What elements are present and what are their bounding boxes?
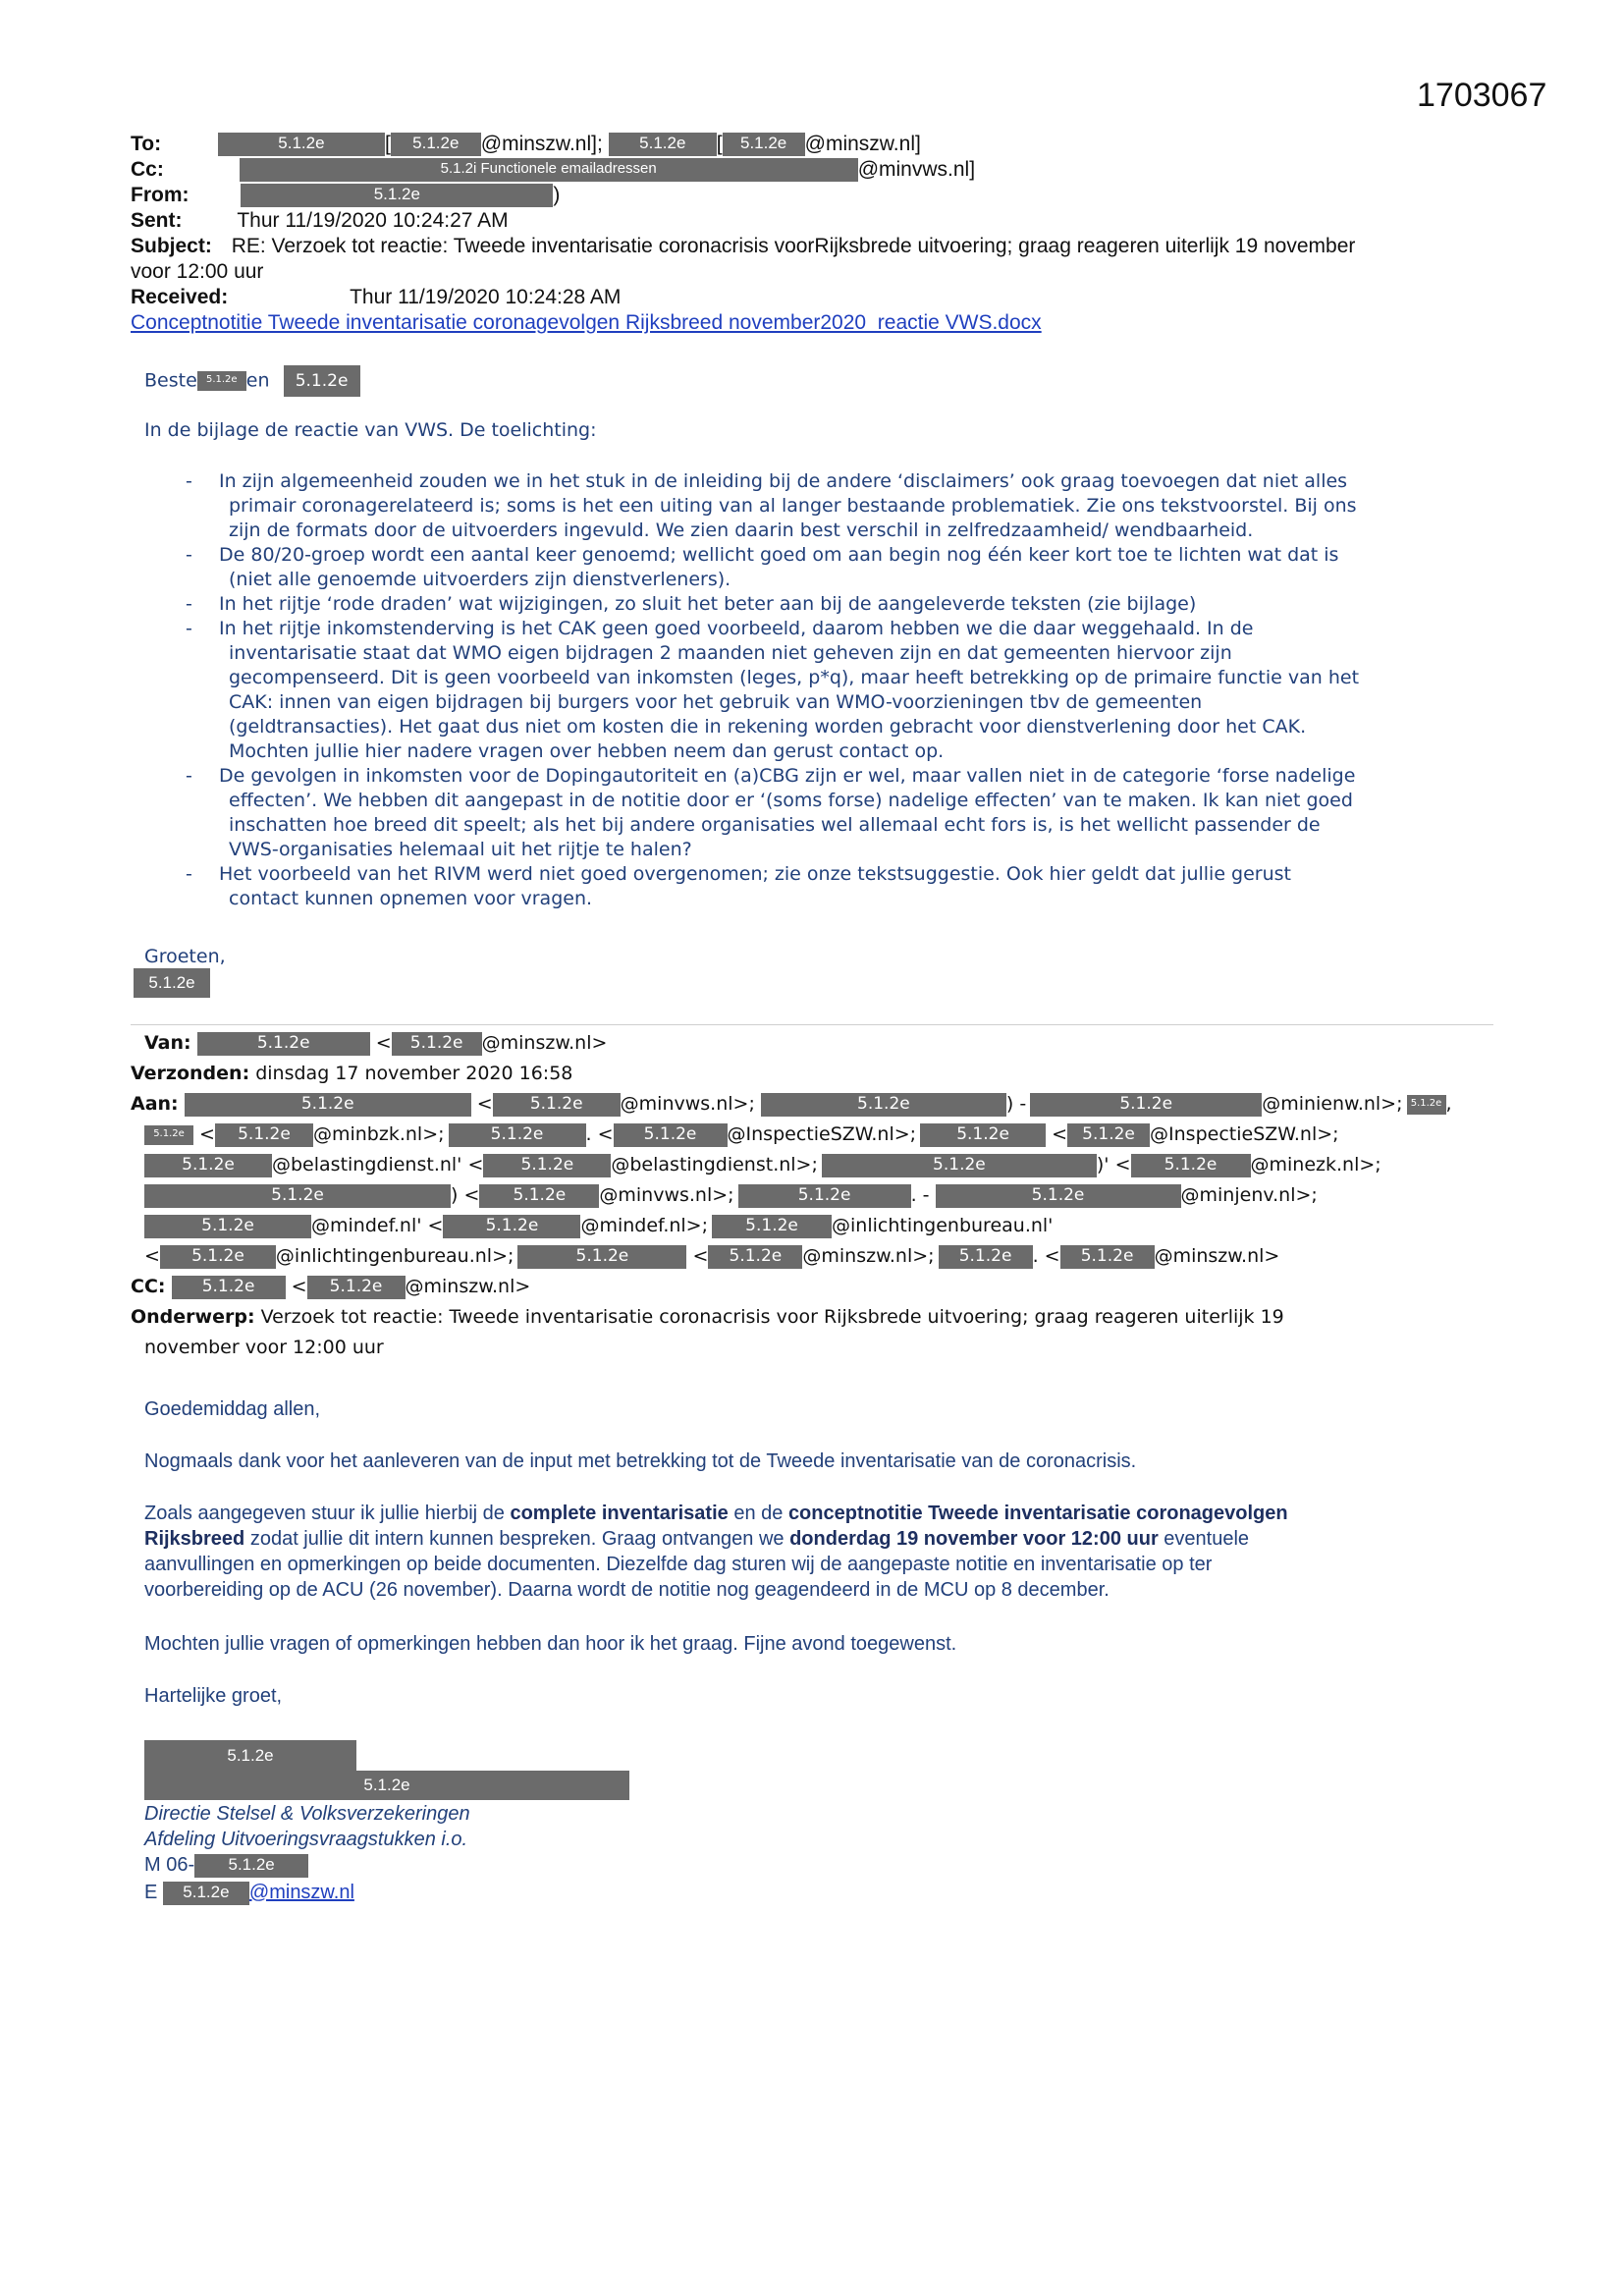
p2-bold: Rijksbreed xyxy=(144,1528,245,1550)
to-label: To: xyxy=(131,133,162,155)
redaction: 5.1.2e xyxy=(936,1184,1181,1208)
recipient-domain: ) - xyxy=(1005,1093,1027,1115)
recipient-domain: @belastingdienst.nl>; xyxy=(611,1154,818,1175)
reply-bullet xyxy=(186,592,1501,617)
p2-text: Zoals aangegeven stuur ik jullie hierbij de xyxy=(144,1503,511,1524)
recipient-domain: , xyxy=(1445,1093,1452,1115)
bullet-text: Mochten jullie hier nadere vragen over hebben neem dan gerust contact op. xyxy=(229,740,945,762)
reply-bullet-list xyxy=(186,469,1501,911)
recipient-domain: @inlichtingenbureau.nl' xyxy=(832,1215,1054,1236)
redaction: 5.1.2e xyxy=(144,1184,451,1208)
attachment-row xyxy=(131,310,1042,336)
redaction: 5.1.2e xyxy=(172,1276,286,1299)
redaction: 5.1.2e xyxy=(479,1184,599,1208)
p2-text: aanvullingen en opmerkingen op beide documenten. Diezelfde dag sturen wij de aangepaste notitie en inventarisatie op ter xyxy=(144,1554,1213,1575)
redaction: 5.1.2e xyxy=(197,371,246,391)
recipient-domain: @minienw.nl>; xyxy=(1262,1093,1403,1115)
redaction: 5.1.2i Functionele emailadressen xyxy=(240,158,858,182)
signature-dept-2: Afdeling Uitvoeringsvraagstukken i.o. xyxy=(144,1829,468,1850)
bullet-text: primair coronagerelateerd is; soms is het een uiting van al langer bestaande problematiek. Zie ons tekstvoorstel. Bij ons xyxy=(229,495,1357,517)
orig-cc-row: CC: 5.1.2e < 5.1.2e @minszw.nl> xyxy=(131,1276,531,1297)
redaction: 5.1.2e xyxy=(185,1093,471,1117)
redaction: 5.1.2e xyxy=(194,1854,308,1878)
redaction: 5.1.2e xyxy=(920,1123,1046,1147)
email-prefix: E xyxy=(144,1882,158,1903)
recipient-domain: ) < xyxy=(451,1184,480,1206)
bullet-text: In het rijtje ‘rode draden’ wat wijzigingen, zo sluit het beter aan bij de aangeleverde teksten (zie bijlage) xyxy=(219,593,1197,615)
recipient-domain: )' < xyxy=(1096,1154,1131,1175)
reply-bullet xyxy=(186,617,1501,764)
redaction: 5.1.2e xyxy=(215,1123,313,1147)
redaction: 5.1.2e xyxy=(1067,1123,1150,1147)
cc-domain: @minszw.nl> xyxy=(405,1276,531,1297)
header-subject-row xyxy=(131,234,1355,285)
orig-aan-row: Aan: 5.1.2e < 5.1.2e @minvws.nl>; 5.1.2e ) - 5.1.2e @minienw.nl>; 5.1.2e , xyxy=(131,1093,1452,1115)
redaction: 5.1.2e xyxy=(218,133,385,156)
orig-paragraph-2 xyxy=(144,1501,1519,1603)
verzonden-label: Verzonden: xyxy=(131,1063,250,1084)
signature-dept-1: Directie Stelsel & Volksverzekeringen xyxy=(144,1803,470,1825)
email-link[interactable]: @minszw.nl xyxy=(248,1882,354,1903)
redaction: 5.1.2e xyxy=(738,1184,911,1208)
redaction: 5.1.2e xyxy=(144,1215,311,1238)
sent-value: Thur 11/19/2020 10:24:27 AM xyxy=(237,209,509,232)
recipient-domain: . < xyxy=(585,1123,614,1145)
redaction: 5.1.2e xyxy=(163,1882,249,1905)
separator-line xyxy=(131,1024,1493,1025)
header-from-row xyxy=(131,183,560,208)
recipient-domain: @minvws.nl>; xyxy=(599,1184,734,1206)
redaction: 5.1.2e xyxy=(1407,1095,1446,1115)
redaction: 5.1.2e xyxy=(1131,1154,1251,1177)
orig-van-row: Van: 5.1.2e < 5.1.2e @minszw.nl> xyxy=(144,1032,608,1054)
recipient-domain: @InspectieSZW.nl>; xyxy=(727,1123,917,1145)
redaction: 5.1.2e xyxy=(483,1154,611,1177)
p2-text: zodat jullie dit intern kunnen bespreken. Graag ontvangen we xyxy=(244,1528,790,1550)
bullet-text: In het rijtje inkomstenderving is het CAK geen goed voorbeeld, daarom hebben we die daar weggehaald. In de xyxy=(219,618,1254,639)
signature-email xyxy=(144,1880,354,1905)
cc-label: Cc: xyxy=(131,158,164,181)
recipient-domain: . - xyxy=(910,1184,930,1206)
cc-domain: @minvws.nl] xyxy=(857,158,976,181)
bullet-text: gecompenseerd. Dit is geen voorbeeld van inkomsten (leges, p*q), maar heeft betrekking op de primaire functie van het xyxy=(229,667,1360,688)
orig-aan-row xyxy=(144,1180,1318,1211)
redaction: 5.1.2e xyxy=(493,1093,621,1117)
recipient-domain: @InspectieSZW.nl>; xyxy=(1150,1123,1339,1145)
recipient-domain: @mindef.nl>; xyxy=(580,1215,709,1236)
recipient-domain: @minbzk.nl>; xyxy=(312,1123,445,1145)
header-received-row xyxy=(131,285,621,310)
reply-bullet xyxy=(186,862,1501,911)
redaction: 5.1.2e xyxy=(517,1245,686,1269)
bullet-text: (geldtransacties). Het gaat dus niet om kosten die in rekening worden gebracht voor dienstverlening door het CAK. xyxy=(229,716,1307,738)
redaction: 5.1.2e xyxy=(609,133,717,156)
reply-intro: In de bijlage de reactie van VWS. De toelichting: xyxy=(144,419,597,441)
reply-signature xyxy=(134,968,210,998)
redaction: 5.1.2e xyxy=(1030,1093,1262,1117)
bullet-text: contact kunnen opnemen voor vragen. xyxy=(229,888,593,909)
redaction: 5.1.2e xyxy=(614,1123,728,1147)
redaction: 5.1.2e xyxy=(144,1771,629,1800)
van-label: Van: xyxy=(144,1032,191,1054)
bullet-text: effecten’. We hebben dit aangepast in de notitie door er ‘(soms forse) nadelige effecten’ van te maken. Ik kan niet goed xyxy=(229,790,1353,811)
onderwerp-value-cont: november voor 12:00 uur xyxy=(144,1337,384,1358)
bullet-text: (niet alle genoemde uitvoerders zijn dienstverleners). xyxy=(229,569,731,590)
reply-bullet xyxy=(186,469,1501,543)
p2-bold: conceptnotitie Tweede inventarisatie coronagevolgen xyxy=(787,1503,1288,1524)
bullet-text: VWS-organisaties helemaal uit het rijtje te halen? xyxy=(229,839,692,860)
orig-greeting: Goedemiddag allen, xyxy=(144,1398,321,1420)
redaction: 5.1.2e xyxy=(134,968,210,998)
reply-bullet xyxy=(186,764,1501,862)
redaction: 5.1.2e xyxy=(197,1032,370,1056)
bullet-text: De 80/20-groep wordt een aantal keer genoemd; wellicht goed om aan begin nog één keer kort toe te lichten wat dat is xyxy=(219,544,1339,566)
bullet-text: In zijn algemeenheid zouden we in het stuk in de inleiding bij de andere ‘disclaimers’ ook graag toevoegen dat niet alles xyxy=(219,470,1348,492)
reply-closing: Groeten, xyxy=(144,946,226,967)
redaction: 5.1.2e xyxy=(443,1215,580,1238)
received-value: Thur 11/19/2020 10:24:28 AM xyxy=(350,286,622,308)
aan-label: Aan: xyxy=(131,1093,179,1115)
recipient-domain: @belastingdienst.nl' < xyxy=(272,1154,484,1175)
orig-aan-row xyxy=(144,1211,1053,1241)
bullet-text: CAK: innen van eigen bijdragen bij burgers voor het gebruik van WMO-voorzieningen tbv de gemeenten xyxy=(229,691,1203,713)
verzonden-value: dinsdag 17 november 2020 16:58 xyxy=(255,1063,573,1084)
p2-text: en de xyxy=(728,1503,788,1524)
onderwerp-value: Verzoek tot reactie: Tweede inventarisatie coronacrisis voor Rijksbrede uitvoering; graag reageren uiterlijk 19 xyxy=(260,1306,1284,1328)
cc-label: CC: xyxy=(131,1276,166,1297)
subject-label: Subject: xyxy=(131,235,212,257)
redaction: 5.1.2e xyxy=(761,1093,1006,1117)
recipient-domain: . < xyxy=(1032,1245,1060,1267)
redaction: 5.1.2e xyxy=(1060,1245,1155,1269)
from-label: From: xyxy=(131,184,189,206)
recipient-domain: @mindef.nl' < xyxy=(311,1215,444,1236)
redaction: 5.1.2e xyxy=(284,365,360,397)
redaction: 5.1.2e xyxy=(712,1215,832,1238)
attachment-link[interactable]: Conceptnotitie Tweede inventarisatie coronagevolgen Rijksbreed november2020_reactie VWS.docx xyxy=(131,311,1042,334)
redaction: 5.1.2e xyxy=(391,133,481,156)
p2-text: eventuele xyxy=(1158,1528,1250,1550)
sent-label: Sent: xyxy=(131,209,183,232)
orig-aan-row xyxy=(144,1150,1381,1180)
mobile-prefix: M 06- xyxy=(144,1854,195,1876)
redaction: 5.1.2e xyxy=(144,1125,193,1145)
bullet-text: De gevolgen in inkomsten voor de Dopingautoriteit en (a)CBG zijn er wel, maar vallen niet in de categorie ‘forse nadelige xyxy=(219,765,1356,787)
redaction: 5.1.2e xyxy=(241,184,553,207)
reply-greeting xyxy=(144,365,360,397)
recipient-domain: @minvws.nl>; xyxy=(620,1093,755,1115)
orig-paragraph-3: Mochten jullie vragen of opmerkingen hebben dan hoor ik het graag. Fijne avond toegewenst. xyxy=(144,1633,957,1655)
redaction: 5.1.2e xyxy=(144,1740,356,1772)
bullet-text: zijn de formats door de uitvoerders ingevuld. We zien daarin best verschil in zelfredzaamheid/ wendbaarheid. xyxy=(229,519,1254,541)
document-id: 1703067 xyxy=(1417,77,1547,114)
orig-aan-row: 5.1.2e < 5.1.2e @minbzk.nl>; 5.1.2e . < 5.1.2e @InspectieSZW.nl>; 5.1.2e < 5.1.2e @InspectieSZW.nl>; xyxy=(144,1120,1339,1150)
redaction: 5.1.2e xyxy=(307,1276,406,1299)
p2-bold: donderdag 19 november voor 12:00 uur xyxy=(789,1528,1159,1550)
recipient-domain: @inlichtingenbureau.nl>; xyxy=(275,1245,514,1267)
recipient-domain: @minszw.nl>; xyxy=(802,1245,935,1267)
bullet-text: Het voorbeeld van het RIVM werd niet goed overgenomen; zie onze tekstsuggestie. Ook hier geldt dat jullie gerust xyxy=(219,863,1292,885)
orig-aan-row: < 5.1.2e @inlichtingenbureau.nl>; 5.1.2e < 5.1.2e @minszw.nl>; 5.1.2e . < 5.1.2e @minszw.nl> xyxy=(144,1245,1280,1267)
recipient-domain: @minezk.nl>; xyxy=(1250,1154,1381,1175)
p2-bold: complete inventarisatie xyxy=(510,1503,729,1524)
header-cc-row xyxy=(131,157,975,183)
orig-verzonden-row xyxy=(131,1059,572,1089)
signature-name xyxy=(144,1740,356,1772)
from-tail: ) xyxy=(553,184,561,206)
bullet-text: inventarisatie staat dat WMO eigen bijdragen 2 maanden niet geheven zijn en dat gemeenten hiervoor zijn xyxy=(229,642,1232,664)
redaction: 5.1.2e xyxy=(723,133,805,156)
header-sent-row xyxy=(131,208,509,234)
van-domain: @minszw.nl> xyxy=(481,1032,608,1054)
subject-value: RE: Verzoek tot reactie: Tweede inventarisatie coronacrisis voorRijksbrede uitvoering; graag reageren uiterlijk 19 november xyxy=(231,235,1356,257)
reply-bullet xyxy=(186,543,1501,592)
redaction: 5.1.2e xyxy=(144,1154,272,1177)
header-to-row: To: 5.1.2e [ 5.1.2e @minszw.nl]; 5.1.2e [ 5.1.2e @minszw.nl] xyxy=(131,133,921,155)
recipient-domain: @minszw.nl> xyxy=(1154,1245,1280,1267)
redaction: 5.1.2e xyxy=(392,1032,482,1056)
signature-mobile xyxy=(144,1852,308,1878)
recipient-domain: @minjenv.nl>; xyxy=(1180,1184,1318,1206)
redaction: 5.1.2e xyxy=(822,1154,1097,1177)
received-label: Received: xyxy=(131,286,229,308)
orig-closing: Hartelijke groet, xyxy=(144,1685,283,1707)
orig-paragraph-1: Nogmaals dank voor het aanleveren van de input met betrekking tot de Tweede inventarisatie van de coronacrisis. xyxy=(144,1450,1137,1472)
signature-title xyxy=(144,1771,629,1800)
subject-value-cont: voor 12:00 uur xyxy=(131,260,264,283)
p2-text: voorbereiding op de ACU (26 november). Daarna wordt de notitie nog geagendeerd in de MCU op 8 december. xyxy=(144,1579,1110,1601)
redaction: 5.1.2e xyxy=(939,1245,1033,1269)
to-domain: @minszw.nl] xyxy=(804,133,921,155)
to-domain: @minszw.nl]; xyxy=(480,133,603,155)
orig-subject-row xyxy=(131,1302,1505,1363)
recipient-domain: < xyxy=(144,1245,160,1267)
bullet-text: inschatten hoe breed dit speelt; als het bij andere organisaties wel allemaal echt fors is, is het wellicht passender de xyxy=(229,814,1321,836)
redaction: 5.1.2e xyxy=(160,1245,276,1269)
redaction: 5.1.2e xyxy=(449,1123,586,1147)
onderwerp-label: Onderwerp: xyxy=(131,1306,255,1328)
greeting-word: Beste xyxy=(144,369,197,392)
greeting-and: en xyxy=(245,369,270,392)
redaction: 5.1.2e xyxy=(708,1245,802,1269)
